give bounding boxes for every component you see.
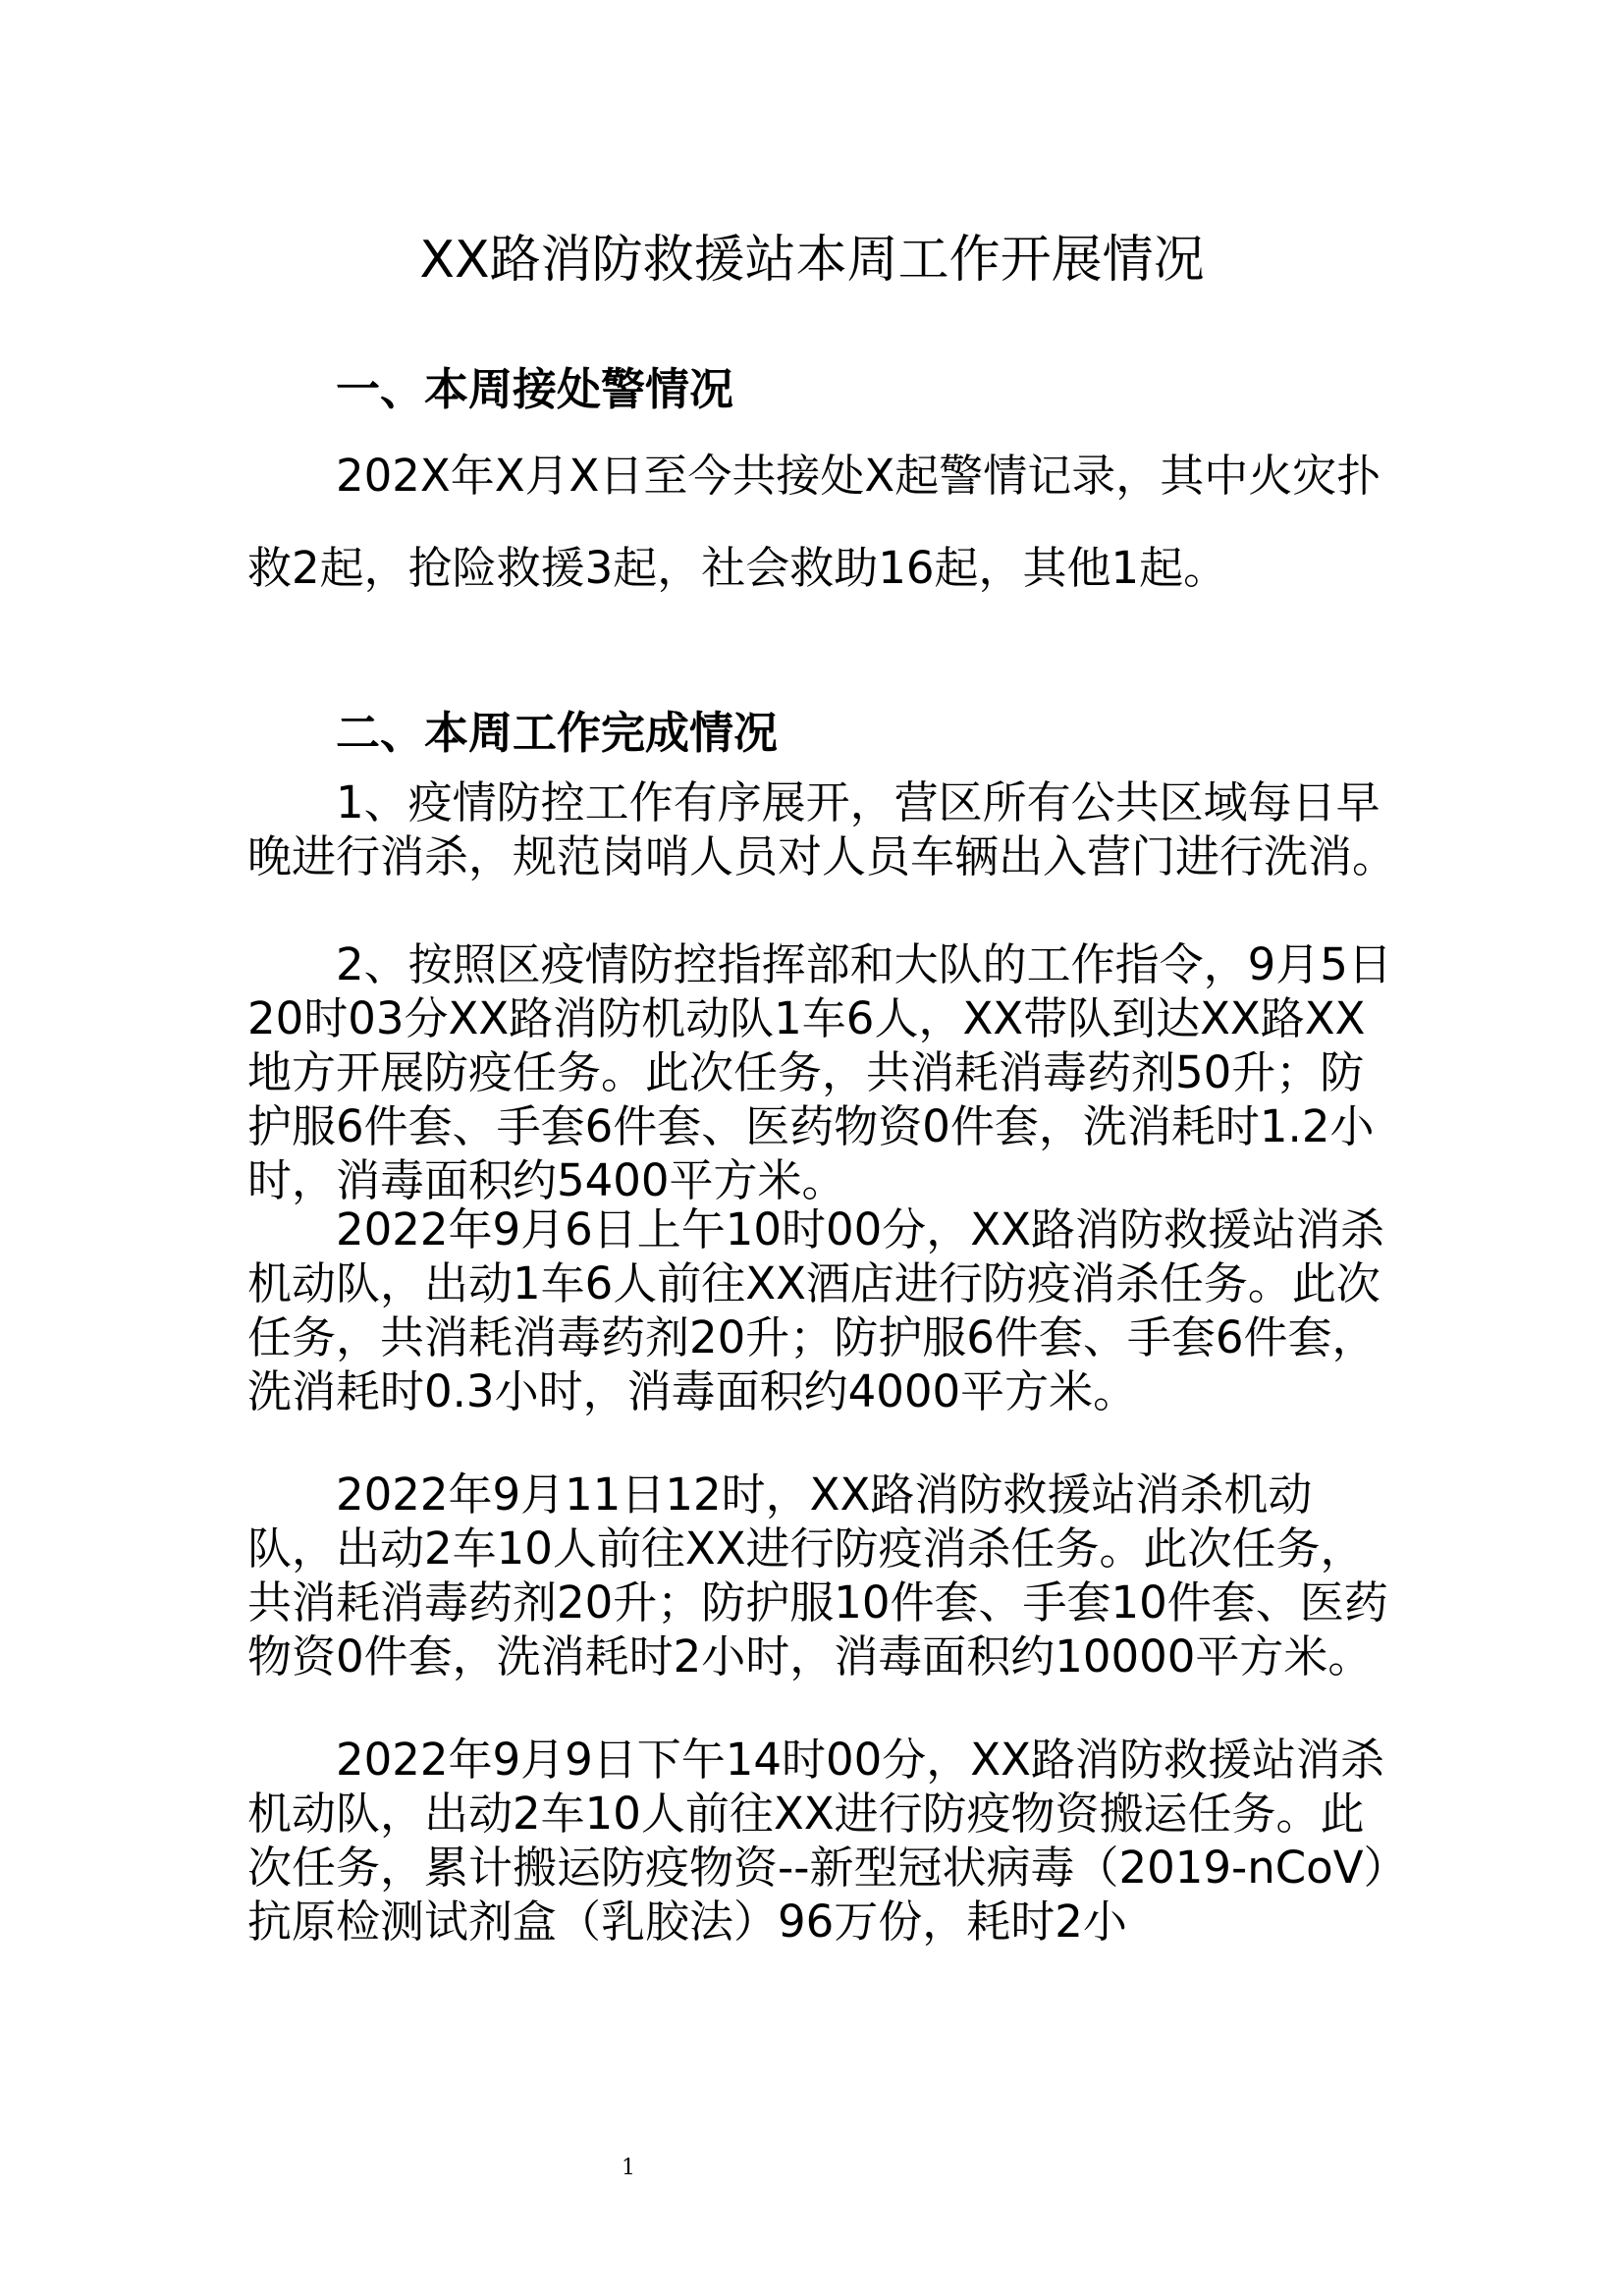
page-number: 1 [622, 2156, 635, 2180]
section-heading-2: 二、本周工作完成情况 [336, 707, 779, 759]
section-heading-1: 一、本周接处警情况 [336, 363, 734, 415]
paragraph-work-sep9: 2022年9月9日下午14时00分，XX路消防救援站消杀机动队，出动2车10人前往XX进行防疫物资搬运任务。此次任务，累计搬运防疫物资--新型冠状病毒（2019-nCoV）抗原检测试剂盒（乳胶法）96万份，耗时2小 [247, 1734, 1385, 1948]
paragraph-alarm-summary: 202X年X月X日至今共接处X起警情记录，其中火灾扑救2起，抢险救援3起，社会救助16起，其他1起。 [247, 450, 1381, 594]
document-title: XX路消防救援站本周工作开展情况 [419, 231, 1205, 290]
paragraph-work-sep11: 2022年9月11日12时，XX路消防救援站消杀机动队，出动2车10人前往XX进行防疫消杀任务。此次任务，共消耗消毒药剂20升；防护服10件套、手套10件套、医药物资0件套，洗消耗时2小时，消毒面积约10000平方米。 [247, 1468, 1388, 1682]
paragraph-work-item-1: 1、疫情防控工作有序展开，营区所有公共区域每日早晚进行消杀，规范岗哨人员对人员车辆出入营门进行洗消。 [247, 776, 1397, 882]
paragraph-work-sep6: 2022年9月6日上午10时00分，XX路消防救援站消杀机动队，出动1车6人前往XX酒店进行防疫消杀任务。此次任务，共消耗消毒药剂20升；防护服6件套、手套6件套，洗消耗时0.3小时，消毒面积约4000平方米。 [247, 1203, 1384, 1417]
paragraph-work-item-2: 2、按照区疫情防控指挥部和大队的工作指令，9月5日20时03分XX路消防机动队1车6人，XX带队到达XX路XX地方开展防疫任务。此次任务，共消耗消毒药剂50升；防护服6件套、手套6件套、医药物资0件套，洗消耗时1.2小时，消毒面积约5400平方米。 [247, 938, 1392, 1206]
